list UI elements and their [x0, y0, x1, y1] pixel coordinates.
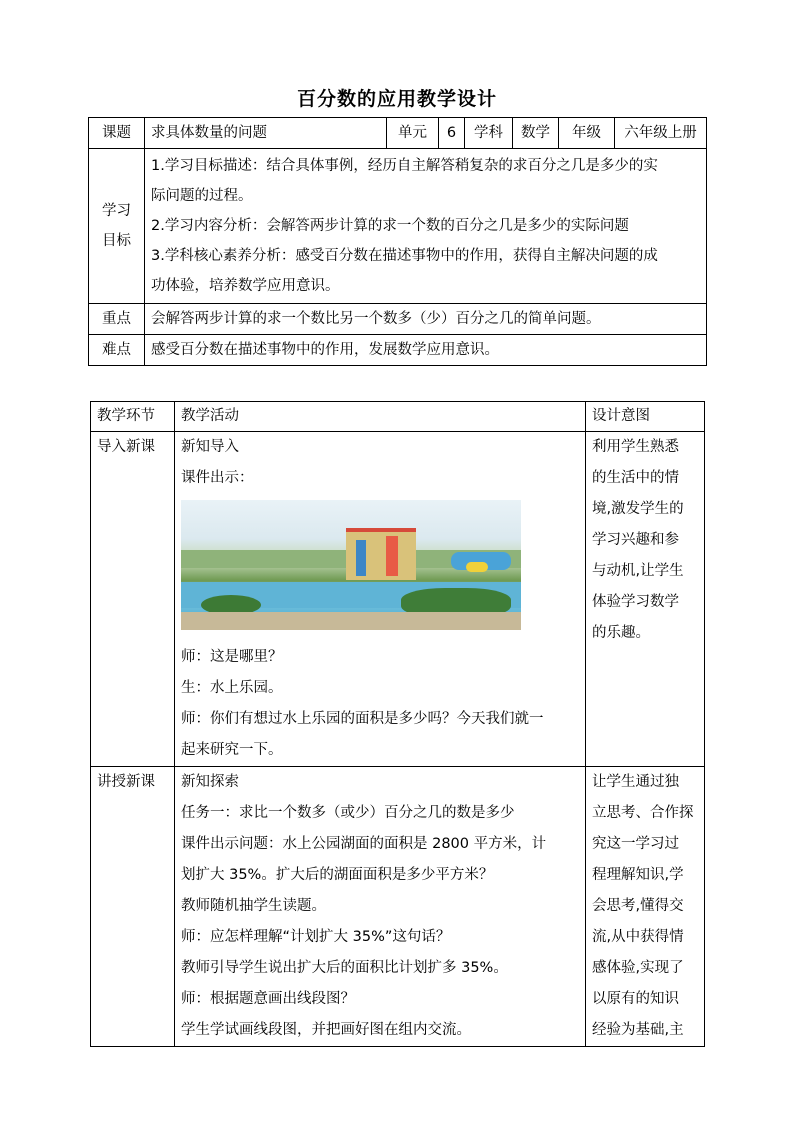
- intent-line: 利用学生熟悉: [592, 439, 679, 455]
- subject-value: 数学: [513, 118, 559, 149]
- key-point-row: [89, 304, 707, 335]
- intent-line: 会思考,懂得交: [592, 898, 684, 914]
- goal-line: 3.学科核心素养分析：感受百分数在描述事物中的作用，获得自主解决问题的成: [151, 248, 658, 264]
- intent-line: 的生活中的情: [592, 470, 679, 486]
- grade-label: 年级: [559, 118, 615, 149]
- intent-line: 究这一学习过: [592, 836, 679, 852]
- topic-value: 求具体数量的问题: [145, 118, 387, 149]
- goals-label: [89, 149, 145, 304]
- goal-line: 功体验，培养数学应用意识。: [151, 278, 340, 294]
- unit-value: 6: [439, 118, 465, 149]
- activity-line: 教师随机抽学生读题。: [181, 898, 326, 914]
- stage-cell: 导入新课: [91, 432, 175, 767]
- plan-row-new-lesson: [91, 767, 705, 1047]
- activity-cell: [175, 432, 586, 767]
- header-activity: 教学活动: [175, 402, 586, 432]
- activity-line: 生：水上乐园。: [181, 680, 283, 696]
- plan-header-row: [91, 402, 705, 432]
- header-intent: 设计意图: [586, 402, 705, 432]
- info-row: [89, 118, 707, 149]
- intent-line: 让学生通过独: [592, 774, 679, 790]
- goals-label-line: 学习: [102, 203, 131, 219]
- key-label: 重点: [89, 304, 145, 335]
- activity-line: 新知导入: [181, 439, 239, 455]
- intent-line: 与动机,让学生: [592, 563, 684, 579]
- goal-line: 际问题的过程。: [151, 188, 253, 204]
- goal-line: 2.学习内容分析：会解答两步计算的求一个数的百分之几是多少的实际问题: [151, 218, 629, 234]
- unit-label: 单元: [387, 118, 439, 149]
- activity-line: 教师引导学生说出扩大后的面积比计划扩多 35%。: [181, 960, 508, 976]
- difficulty-row: [89, 335, 707, 366]
- intent-line: 学习兴趣和参: [592, 532, 679, 548]
- difficulty-value: 感受百分数在描述事物中的作用，发展数学应用意识。: [145, 335, 707, 366]
- activity-cell: [175, 767, 586, 1047]
- document-title: 百分数的应用教学设计: [296, 88, 497, 110]
- activity-line: 学生学试画线段图，并把画好图在组内交流。: [181, 1022, 471, 1038]
- topic-label: 课题: [89, 118, 145, 149]
- intent-cell: [586, 432, 705, 767]
- intent-line: 境,激发学生的: [592, 501, 684, 517]
- goals-row: [89, 149, 707, 304]
- intent-line: 感体验,实现了: [592, 960, 684, 976]
- activity-line: 课件出示问题：水上公园湖面的面积是 2800 平方米，计: [181, 836, 547, 852]
- goal-line: 1.学习目标描述：结合具体事例，经历自主解答稍复杂的求百分之几是多少的实: [151, 158, 658, 174]
- activity-line: 师：应怎样理解“计划扩大 35%”这句话？: [181, 929, 451, 945]
- teaching-plan-table: [90, 401, 705, 1047]
- goals-content: [145, 149, 707, 304]
- intent-line: 经验为基础,主: [592, 1022, 684, 1038]
- activity-line: 师：你们有想过水上乐园的面积是多少吗？今天我们就一: [181, 711, 544, 727]
- intent-line: 程理解知识,学: [592, 867, 684, 883]
- intent-line: 以原有的知识: [592, 991, 679, 1007]
- activity-line: 师：这是哪里？: [181, 649, 283, 665]
- intent-line: 立思考、合作探: [592, 805, 694, 821]
- key-value: 会解答两步计算的求一个数比另一个数多（少）百分之几的简单问题。: [145, 304, 707, 335]
- grade-value: 六年级上册: [615, 118, 707, 149]
- intent-line: 流,从中获得情: [592, 929, 684, 945]
- intent-cell: [586, 767, 705, 1047]
- activity-line: 课件出示：: [181, 470, 254, 486]
- activity-line: 起来研究一下。: [181, 742, 283, 758]
- plan-row-intro: [91, 432, 705, 767]
- subject-label: 学科: [465, 118, 513, 149]
- activity-line: 划扩大 35%。扩大后的湖面面积是多少平方米？: [181, 867, 494, 883]
- stage-cell: 讲授新课: [91, 767, 175, 1047]
- intent-line: 的乐趣。: [592, 625, 650, 641]
- water-park-photo: [181, 500, 521, 630]
- intent-line: 体验学习数学: [592, 594, 679, 610]
- activity-line: 师：根据题意画出线段图？: [181, 991, 355, 1007]
- difficulty-label: 难点: [89, 335, 145, 366]
- course-info-table: [88, 117, 707, 366]
- goals-label-line: 目标: [102, 233, 131, 249]
- header-stage: 教学环节: [91, 402, 175, 432]
- activity-line: 新知探索: [181, 774, 239, 790]
- activity-line: 任务一：求比一个数多（或少）百分之几的数是多少: [181, 805, 515, 821]
